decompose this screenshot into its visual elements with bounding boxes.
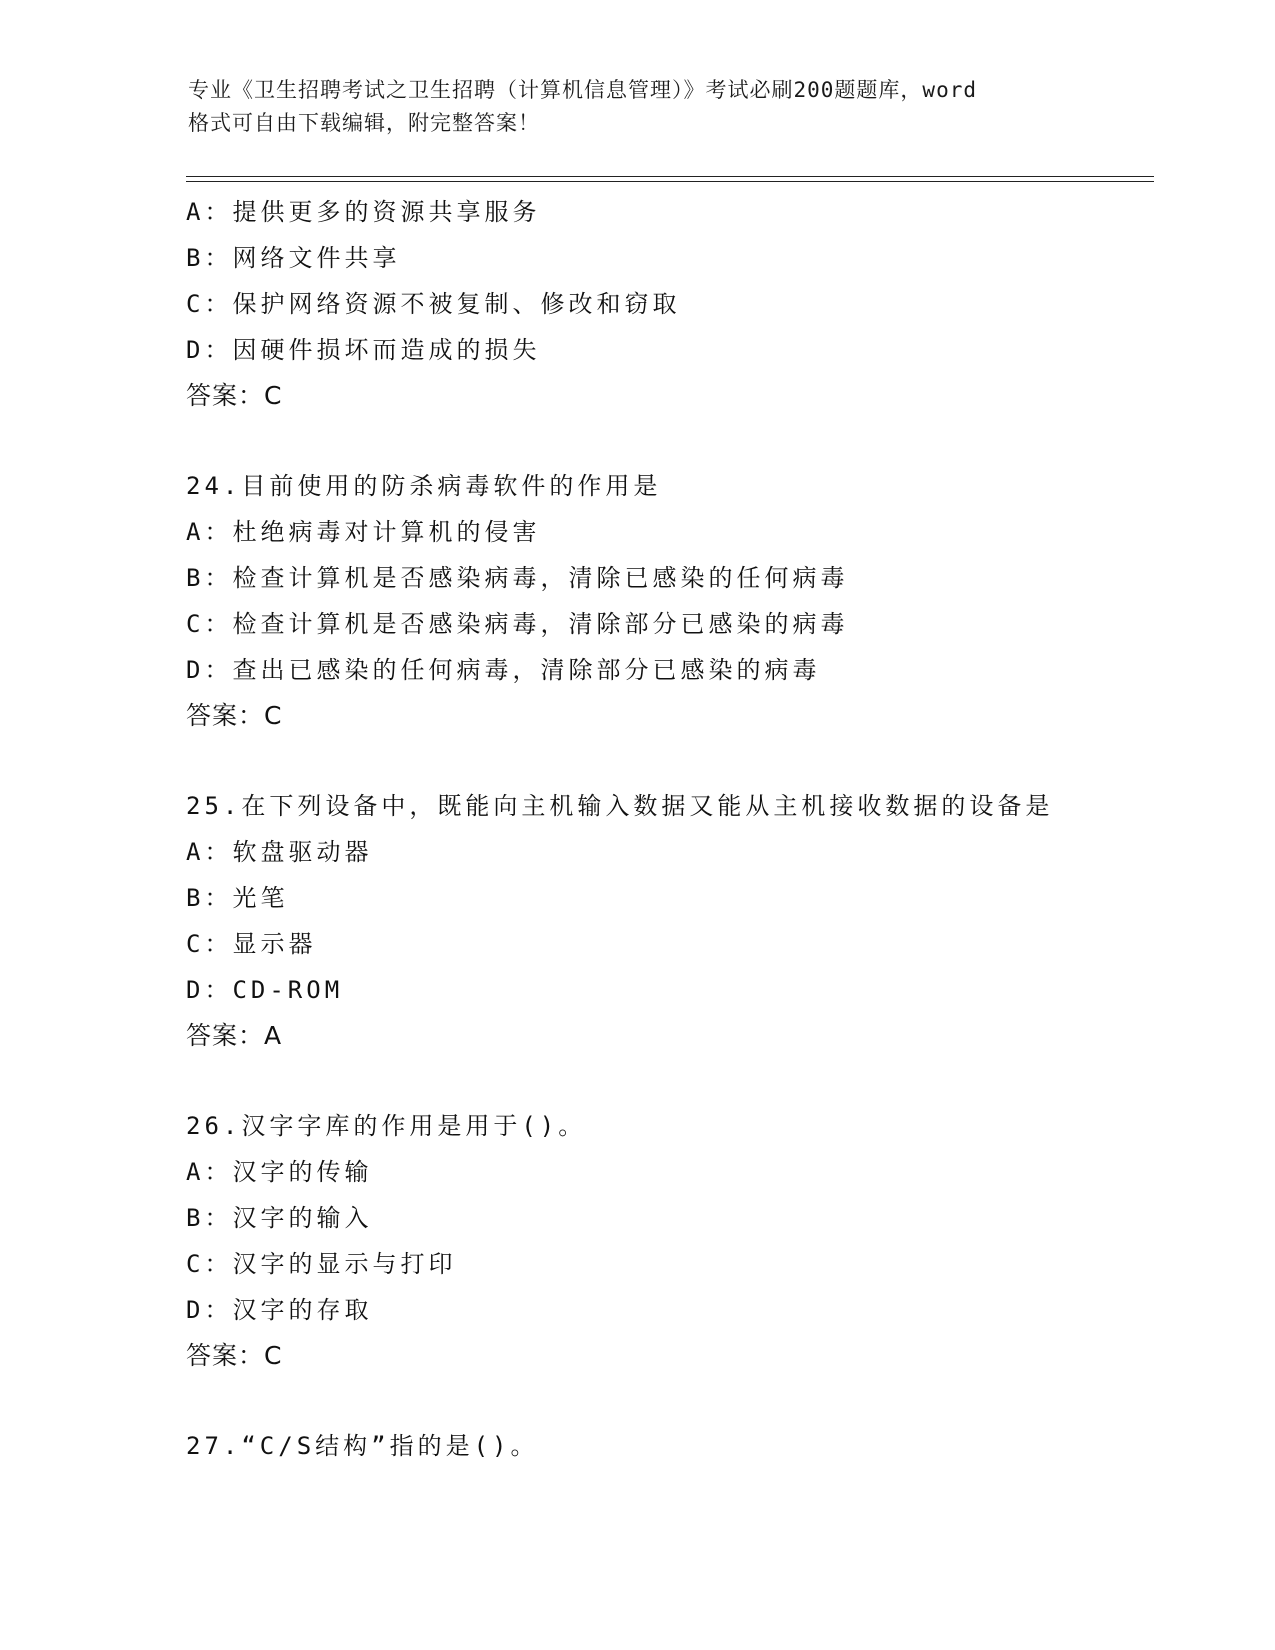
question-text: 27.“C/S结构”指的是()。 [186, 1432, 539, 1460]
document-header [188, 74, 1088, 140]
question-text: 24.目前使用的防杀病毒软件的作用是 [186, 472, 662, 500]
option-c: C：汉字的显示与打印 [186, 1250, 457, 1278]
option-d: D：因硬件损坏而造成的损失 [186, 336, 541, 364]
question-block-26 [186, 1103, 1146, 1379]
question-text: 25.在下列设备中，既能向主机输入数据又能从主机接收数据的设备是 [186, 792, 1054, 820]
option-b: B：汉字的输入 [186, 1204, 373, 1232]
option-a: A：汉字的传输 [186, 1158, 373, 1186]
question-block-23 [186, 189, 1146, 419]
option-c: C：检查计算机是否感染病毒，清除部分已感染的病毒 [186, 610, 849, 638]
option-a: A：杜绝病毒对计算机的侵害 [186, 518, 541, 546]
option-b: B：网络文件共享 [186, 244, 401, 272]
header-line-2: 格式可自由下载编辑，附完整答案！ [188, 111, 540, 135]
question-block-25 [186, 783, 1146, 1059]
option-a: A：软盘驱动器 [186, 838, 373, 866]
question-block-24 [186, 463, 1146, 739]
answer-text: 答案：A [186, 1021, 283, 1050]
option-b: B：检查计算机是否感染病毒，清除已感染的任何病毒 [186, 564, 849, 592]
question-list [186, 189, 1146, 1469]
header-divider-bottom [186, 181, 1154, 182]
option-a: A：提供更多的资源共享服务 [186, 198, 541, 226]
option-d: D：汉字的存取 [186, 1296, 373, 1324]
question-block-27 [186, 1423, 1146, 1469]
question-text: 26.汉字字库的作用是用于()。 [186, 1112, 587, 1140]
answer-text: 答案：C [186, 381, 283, 410]
answer-text: 答案：C [186, 701, 283, 730]
answer-text: 答案：C [186, 1341, 283, 1370]
header-line-1: 专业《卫生招聘考试之卫生招聘（计算机信息管理）》考试必刷200题题库，word [188, 78, 977, 102]
option-c: C：保护网络资源不被复制、修改和窃取 [186, 290, 681, 318]
header-divider-top [186, 176, 1154, 177]
option-d: D：查出已感染的任何病毒，清除部分已感染的病毒 [186, 656, 821, 684]
option-b: B：光笔 [186, 884, 289, 912]
option-d: D：CD-ROM [186, 976, 344, 1004]
option-c: C：显示器 [186, 930, 317, 958]
